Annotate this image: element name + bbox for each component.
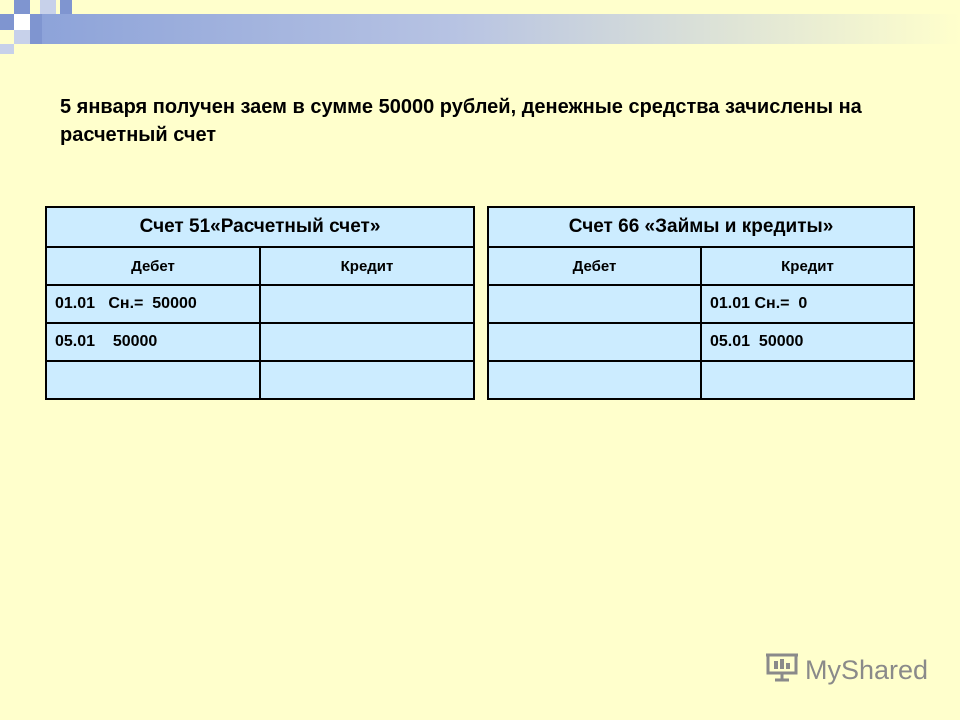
decor-square bbox=[30, 14, 42, 30]
table-row bbox=[46, 361, 474, 399]
logo-text: MyShared bbox=[805, 655, 929, 685]
debit-cell bbox=[46, 361, 260, 399]
decor-square bbox=[60, 0, 72, 14]
credit-cell bbox=[260, 285, 474, 323]
presentation-board-icon bbox=[765, 652, 805, 689]
debit-cell: 01.01 Сн.= 50000 bbox=[46, 285, 260, 323]
account-66-table bbox=[487, 206, 915, 400]
credit-header: Кредит bbox=[701, 247, 914, 285]
debit-cell bbox=[488, 285, 701, 323]
account-51-table bbox=[45, 206, 475, 400]
table-row bbox=[488, 285, 914, 323]
credit-cell: 01.01 Сн.= 0 bbox=[701, 285, 914, 323]
credit-cell: 05.01 50000 bbox=[701, 323, 914, 361]
credit-cell bbox=[260, 361, 474, 399]
decor-square bbox=[14, 0, 30, 14]
table-row bbox=[46, 323, 474, 361]
debit-cell bbox=[488, 323, 701, 361]
credit-cell bbox=[701, 361, 914, 399]
table-row bbox=[46, 285, 474, 323]
account-title: Счет 66 «Займы и кредиты» bbox=[488, 207, 914, 247]
debit-cell: 05.01 50000 bbox=[46, 323, 260, 361]
decor-square bbox=[14, 14, 30, 30]
decor-square bbox=[0, 14, 14, 30]
table-row bbox=[488, 361, 914, 399]
decor-square bbox=[0, 44, 14, 54]
slide-title: 5 января получен заем в сумме 50000 рублей, денежные средства зачислены на расчетный счет bbox=[60, 96, 862, 146]
credit-header: Кредит bbox=[260, 247, 474, 285]
decor-square bbox=[14, 30, 30, 44]
debit-cell bbox=[488, 361, 701, 399]
table-row bbox=[488, 323, 914, 361]
myshared-logo bbox=[765, 652, 928, 689]
credit-cell bbox=[260, 323, 474, 361]
decor-square bbox=[40, 0, 56, 14]
account-title: Счет 51«Расчетный счет» bbox=[46, 207, 474, 247]
decor-square bbox=[30, 30, 42, 44]
header-gradient-bar bbox=[40, 14, 960, 44]
debit-header: Дебет bbox=[488, 247, 701, 285]
debit-header: Дебет bbox=[46, 247, 260, 285]
